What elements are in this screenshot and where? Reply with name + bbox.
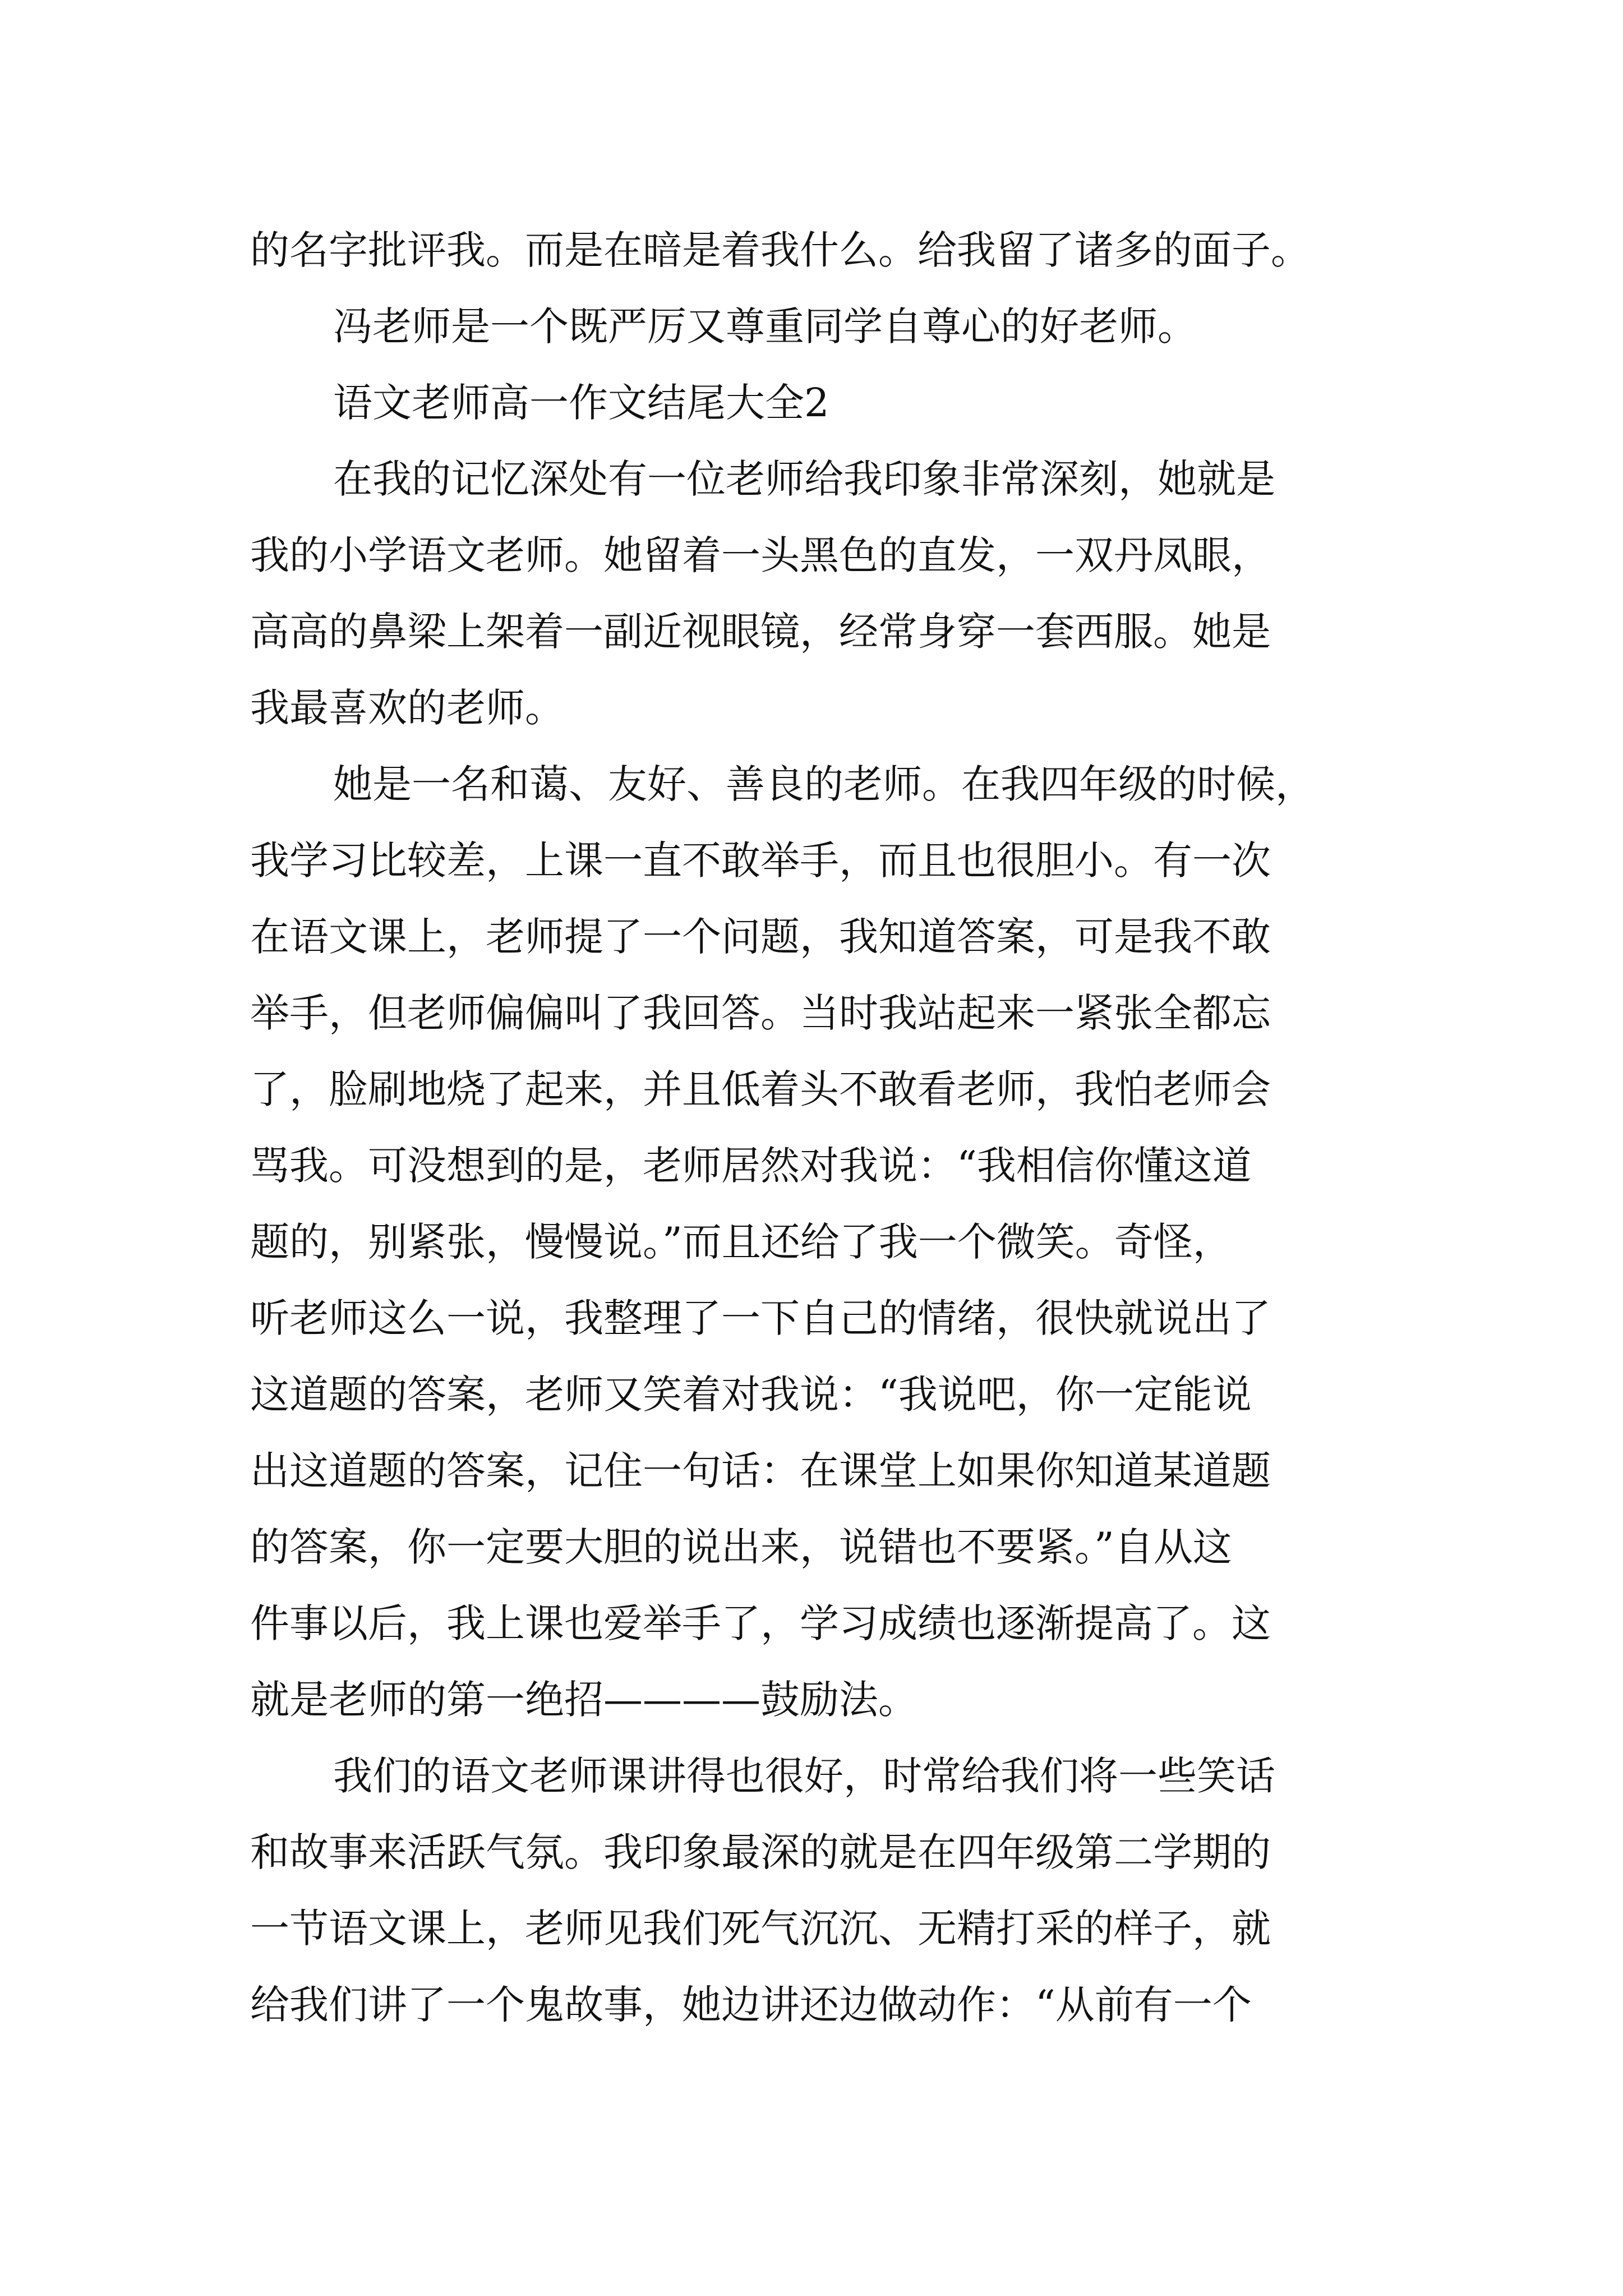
text-line: 在我的记忆深处有一位老师给我印象非常深刻，她就是	[333, 456, 1275, 502]
text-line: 冯老师是一个既严厉又尊重同学自尊心的好老师。	[333, 303, 1197, 349]
document-body	[250, 212, 1383, 2043]
text-line: 的答案，你一定要大胆的说出来，说错也不要紧。”自从这	[250, 1524, 1232, 1570]
text-line: 她是一名和蔼、友好、善良的老师。在我四年级的时候，	[333, 761, 1315, 807]
text-line: 我学习比较差，上课一直不敢举手，而且也很胆小。有一次	[250, 838, 1271, 884]
text-line: 件事以后，我上课也爱举手了，学习成绩也逐渐提高了。这	[250, 1600, 1271, 1646]
text-line: 一节语文课上，老师见我们死气沉沉、无精打采的样子，就	[250, 1906, 1271, 1952]
text-line: 高高的鼻梁上架着一副近视眼镜，经常身穿一套西服。她是	[250, 609, 1271, 655]
text-line: 出这道题的答案，记住一句话：在课堂上如果你知道某道题	[250, 1448, 1271, 1494]
text-line: 这道题的答案，老师又笑着对我说：“我说吧，你一定能说	[250, 1372, 1252, 1418]
text-line: 在语文课上，老师提了一个问题，我知道答案，可是我不敢	[250, 914, 1271, 960]
text-line: 给我们讲了一个鬼故事，她边讲还边做动作：“从前有一个	[250, 1982, 1252, 2028]
text-line: 骂我。可没想到的是，老师居然对我说：“我相信你懂这道	[250, 1143, 1252, 1189]
text-line: 的名字批评我。而是在暗是着我什么。给我留了诸多的面子。	[250, 227, 1310, 273]
text-line: 题的，别紧张，慢慢说。”而且还给了我一个微笑。奇怪，	[250, 1219, 1232, 1265]
text-line: 语文老师高一作文结尾大全2	[333, 380, 829, 426]
text-line: 就是老师的第一绝招————鼓励法。	[250, 1677, 917, 1723]
text-line: 我们的语文老师课讲得也很好，时常给我们将一些笑话	[333, 1753, 1275, 1799]
text-line: 我的小学语文老师。她留着一头黑色的直发，一双丹凤眼，	[250, 532, 1271, 578]
text-line: 听老师这么一说，我整理了一下自己的情绪，很快就说出了	[250, 1295, 1271, 1341]
text-line: 我最喜欢的老师。	[250, 685, 564, 731]
text-line: 和故事来活跃气氛。我印象最深的就是在四年级第二学期的	[250, 1829, 1271, 1875]
text-line: 举手，但老师偏偏叫了我回答。当时我站起来一紧张全都忘	[250, 990, 1271, 1036]
text-line: 了，脸刷地烧了起来，并且低着头不敢看老师，我怕老师会	[250, 1066, 1271, 1112]
